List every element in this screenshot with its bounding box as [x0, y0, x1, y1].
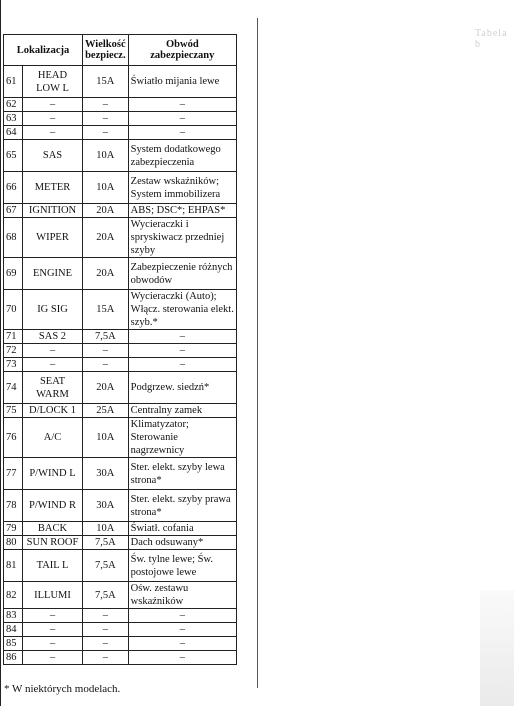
header-rating-line1: Wielkość: [85, 39, 126, 50]
table-row: [4, 404, 237, 418]
fuse-circuit: –: [128, 126, 236, 140]
table-header-row: [4, 35, 237, 66]
fuse-location: –: [23, 126, 83, 140]
fuse-circuit: Zestaw wskaźników; System immobilizera: [128, 172, 236, 204]
table-row: [4, 418, 237, 458]
fuse-number: 65: [4, 140, 23, 172]
fuse-rating: 7,5A: [83, 550, 129, 582]
table-row: [4, 550, 237, 582]
fuse-location: TAIL L: [23, 550, 83, 582]
fuse-circuit: –: [128, 651, 236, 665]
header-circuit-line1: Obwód: [165, 39, 199, 50]
fuse-location: –: [23, 358, 83, 372]
fuse-rating: –: [83, 651, 129, 665]
fuse-circuit: –: [128, 623, 236, 637]
header-rating-line2: bezpiecz.: [85, 50, 126, 61]
fuse-circuit: Światł. cofania: [128, 522, 236, 536]
fuse-location: SEAT WARM: [23, 372, 83, 404]
fuse-location: ENGINE: [23, 258, 83, 290]
fuse-rating: 30A: [83, 490, 129, 522]
fuse-location: SUN ROOF: [23, 536, 83, 550]
fuse-rating: 7,5A: [83, 536, 129, 550]
fuse-circuit: Ster. elekt. szyby prawa strona*: [128, 490, 236, 522]
table-row: [4, 372, 237, 404]
fuse-rating: 30A: [83, 458, 129, 490]
fuse-table-body: [4, 66, 237, 665]
fuse-number: 71: [4, 330, 23, 344]
fuse-number: 62: [4, 98, 23, 112]
table-row: [4, 344, 237, 358]
fuse-number: 72: [4, 344, 23, 358]
fuse-circuit: –: [128, 637, 236, 651]
fuse-rating: 10A: [83, 418, 129, 458]
fuse-circuit: –: [128, 98, 236, 112]
fuse-rating: 10A: [83, 522, 129, 536]
fuse-number: 68: [4, 218, 23, 258]
fuse-circuit: –: [128, 344, 236, 358]
fuse-location: –: [23, 623, 83, 637]
table-row: [4, 66, 237, 98]
fuse-circuit: Ster. elekt. szyby lewa strona*: [128, 458, 236, 490]
fuse-table: [3, 34, 237, 665]
header-circuit-line2: zabezpieczany: [150, 50, 215, 61]
fuse-circuit: –: [128, 358, 236, 372]
fuse-rating: –: [83, 358, 129, 372]
header-location: Lokalizacja: [4, 35, 83, 66]
fuse-location: IGNITION: [23, 204, 83, 218]
fuse-rating: –: [83, 609, 129, 623]
fuse-number: 66: [4, 172, 23, 204]
fuse-rating: 7,5A: [83, 582, 129, 609]
bleed-through-heading: Tabela b: [475, 28, 508, 50]
fuse-rating: 15A: [83, 66, 129, 98]
fuse-number: 77: [4, 458, 23, 490]
table-row: [4, 172, 237, 204]
fuse-location: –: [23, 651, 83, 665]
table-row: [4, 290, 237, 330]
fuse-rating: –: [83, 637, 129, 651]
fuse-circuit: Światło mijania lewe: [128, 66, 236, 98]
fuse-number: 63: [4, 112, 23, 126]
fuse-circuit: Wycieraczki i spryskiwacz przedniej szyby: [128, 218, 236, 258]
table-row: [4, 218, 237, 258]
fuse-location: A/C: [23, 418, 83, 458]
fuse-rating: 25A: [83, 404, 129, 418]
fuse-location: SAS 2: [23, 330, 83, 344]
fuse-rating: 15A: [83, 290, 129, 330]
fuse-location: METER: [23, 172, 83, 204]
fuse-location: –: [23, 637, 83, 651]
fuse-number: 78: [4, 490, 23, 522]
fuse-rating: –: [83, 112, 129, 126]
table-row: [4, 330, 237, 344]
table-row: [4, 609, 237, 623]
table-row: [4, 258, 237, 290]
table-row: [4, 204, 237, 218]
fuse-number: 64: [4, 126, 23, 140]
fuse-circuit: –: [128, 609, 236, 623]
fuse-number: 79: [4, 522, 23, 536]
fuse-location: –: [23, 112, 83, 126]
fuse-location: –: [23, 98, 83, 112]
footnote: * W niektórych modelach.: [4, 683, 121, 695]
fuse-number: 86: [4, 651, 23, 665]
fuse-location: SAS: [23, 140, 83, 172]
fuse-circuit: Ośw. zestawu wskaźników: [128, 582, 236, 609]
fuse-number: 73: [4, 358, 23, 372]
fuse-number: 61: [4, 66, 23, 98]
fuse-rating: –: [83, 344, 129, 358]
fuse-number: 84: [4, 623, 23, 637]
fuse-location: WIPER: [23, 218, 83, 258]
fuse-location: P/WIND R: [23, 490, 83, 522]
fuse-location: –: [23, 344, 83, 358]
fuse-rating: –: [83, 623, 129, 637]
fuse-location: IG SIG: [23, 290, 83, 330]
fuse-circuit: –: [128, 112, 236, 126]
fuse-number: 80: [4, 536, 23, 550]
fuse-rating: 20A: [83, 218, 129, 258]
table-row: [4, 126, 237, 140]
fuse-circuit: ABS; DSC*; EHPAS*: [128, 204, 236, 218]
fuse-number: 69: [4, 258, 23, 290]
table-row: [4, 637, 237, 651]
table-row: [4, 651, 237, 665]
fuse-number: 82: [4, 582, 23, 609]
table-row: [4, 140, 237, 172]
fuse-location: D/LOCK 1: [23, 404, 83, 418]
table-row: [4, 458, 237, 490]
page-edge-shadow: [480, 590, 514, 706]
fuse-number: 70: [4, 290, 23, 330]
fuse-location: HEAD LOW L: [23, 66, 83, 98]
table-row: [4, 582, 237, 609]
fuse-rating: –: [83, 98, 129, 112]
fuse-circuit: Dach odsuwany*: [128, 536, 236, 550]
fuse-circuit: Klimatyzator; Sterowanie nagrzewnicy: [128, 418, 236, 458]
fuse-rating: 7,5A: [83, 330, 129, 344]
fuse-number: 83: [4, 609, 23, 623]
fuse-number: 85: [4, 637, 23, 651]
header-circuit: [128, 35, 236, 66]
fuse-circuit: Podgrzew. siedzń*: [128, 372, 236, 404]
fuse-circuit: Centralny zamek: [128, 404, 236, 418]
fuse-rating: 20A: [83, 258, 129, 290]
fuse-rating: 10A: [83, 172, 129, 204]
table-row: [4, 490, 237, 522]
table-row: [4, 623, 237, 637]
table-row: [4, 112, 237, 126]
fuse-number: 76: [4, 418, 23, 458]
table-row: [4, 98, 237, 112]
table-row: [4, 358, 237, 372]
fuse-rating: 20A: [83, 204, 129, 218]
fuse-location: BACK: [23, 522, 83, 536]
fuse-circuit: Zabezpieczenie różnych obwodów: [128, 258, 236, 290]
fuse-location: ILLUMI: [23, 582, 83, 609]
fuse-circuit: Wycieraczki (Auto); Włącz. sterowania elekt. szyb.*: [128, 290, 236, 330]
fuse-number: 75: [4, 404, 23, 418]
header-rating: [83, 35, 129, 66]
fuse-number: 67: [4, 204, 23, 218]
column-divider-rule: [257, 18, 258, 688]
fuse-number: 81: [4, 550, 23, 582]
fuse-circuit: System dodatkowego zabezpieczenia: [128, 140, 236, 172]
fuse-rating: 10A: [83, 140, 129, 172]
left-margin-rule: [0, 0, 1, 706]
fuse-location: –: [23, 609, 83, 623]
fuse-circuit: –: [128, 330, 236, 344]
table-row: [4, 536, 237, 550]
fuse-circuit: Św. tylne lewe; Św. postojowe lewe: [128, 550, 236, 582]
fuse-location: P/WIND L: [23, 458, 83, 490]
table-row: [4, 522, 237, 536]
fuse-rating: 20A: [83, 372, 129, 404]
fuse-rating: –: [83, 126, 129, 140]
fuse-number: 74: [4, 372, 23, 404]
